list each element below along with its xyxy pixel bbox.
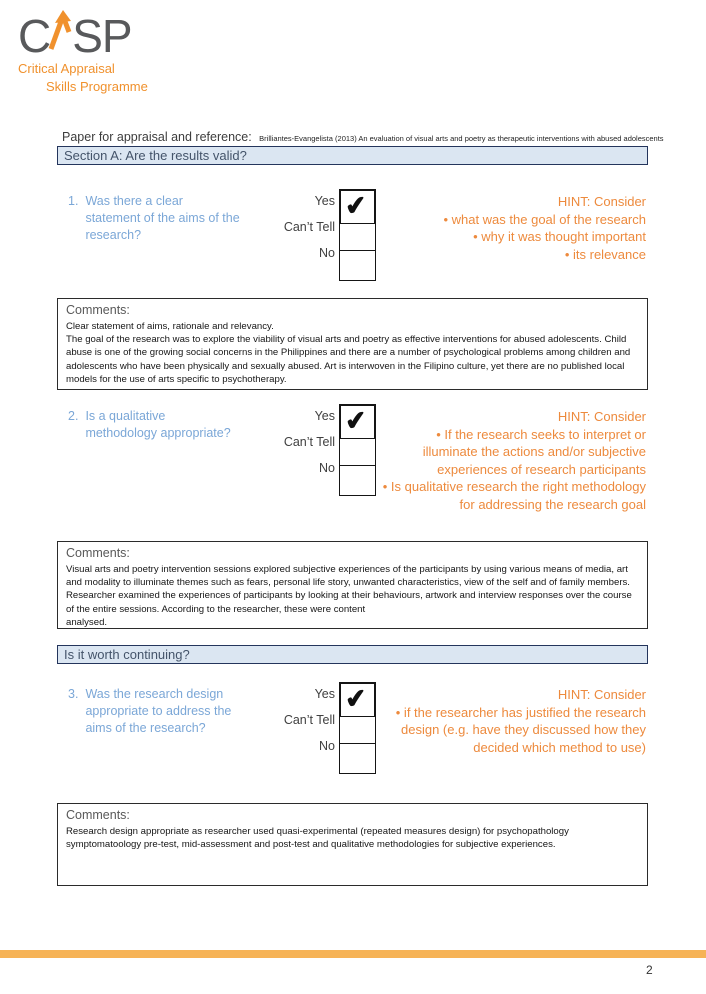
comments-label: Comments: — [66, 546, 130, 560]
question-3-checkbox-no[interactable] — [339, 743, 376, 774]
question-2-checkbox-cant-tell[interactable] — [339, 438, 376, 467]
question-3-comments-box[interactable] — [57, 803, 648, 886]
question-3-checkbox-cant-tell[interactable] — [339, 716, 376, 745]
question-3 — [57, 682, 648, 782]
question-2-checkbox-no[interactable] — [339, 465, 376, 496]
comment-text: analysed. — [66, 616, 108, 628]
checkmark-icon: ✔ — [343, 189, 369, 222]
question-2-checkbox-yes[interactable] — [339, 404, 376, 440]
question-2-number: 2. — [68, 409, 79, 423]
hint-title: HINT: Consider — [557, 687, 646, 702]
question-1-checkbox-yes[interactable] — [339, 189, 376, 225]
question-1-label-yes: Yes — [314, 194, 335, 208]
paper-reference: Brilliantes-Evangelista (2013) An evaluation of visual arts and poetry as therapeutic interventions with abused adolescents — [259, 134, 664, 143]
question-1-checkbox-cant-tell[interactable] — [339, 223, 376, 252]
logo-arrow-icon — [48, 10, 74, 57]
logo-tagline-line2: Skills Programme — [46, 78, 148, 94]
question-1-text: Was there a clear statement of the aims of the research? — [85, 194, 240, 242]
question-3-label-yes: Yes — [314, 687, 335, 701]
question-2-text: Is a qualitative methodology appropriate? — [85, 409, 231, 440]
section-b-header: Is it worth continuing? — [57, 645, 648, 664]
question-1-comments-box[interactable] — [57, 298, 648, 390]
question-1 — [57, 189, 648, 289]
page-number: 2 — [646, 963, 653, 977]
comment-text: Clear statement of aims, rationale and relevancy. — [66, 321, 274, 332]
paper-label: Paper for appraisal and reference: — [62, 130, 252, 144]
question-2-label-cant-tell: Can’t Tell — [283, 435, 335, 449]
question-1-label-no: No — [319, 246, 335, 260]
hint-title: HINT: Consider — [557, 409, 646, 424]
logo-letters-sp: SP — [72, 10, 132, 62]
question-2-label-yes: Yes — [314, 409, 335, 423]
logo-tagline-line1: Critical Appraisal — [18, 61, 115, 76]
hint-item: • its relevance — [564, 246, 646, 262]
checkmark-icon: ✔ — [343, 682, 369, 715]
logo-letter-c: C — [18, 10, 51, 62]
question-3-hint — [378, 686, 646, 756]
hint-item: • Is qualitative research the right methodology for addressing the research goal — [382, 479, 646, 512]
comments-label: Comments: — [66, 808, 130, 822]
question-3-label-no: No — [319, 739, 335, 753]
comment-text: Research design appropriate as researcher used quasi-experimental (repeated measures design) for psychopathology symptomatoology pre-test, mid-assessment and post-test and qualitative methodologies for subjective experiences. — [66, 826, 569, 851]
hint-item: • what was the goal of the research — [443, 211, 646, 227]
question-3-label-cant-tell: Can’t Tell — [283, 713, 335, 727]
comment-text: Visual arts and poetry intervention sessions explored subjective experiences of the participants by using various means of media, art and modality to illuminate themes such as fears, personal life story, unwanted characteristics, view of the self and of family members. Researcher examined the experiences of participants by looking at their behaviours, artwork and interview responses over the course of the entire sessions. According to the researcher, these were content — [66, 564, 632, 615]
hint-item: • if the researcher has justified the research design (e.g. have they discussed how they decided which method to use) — [395, 704, 646, 755]
comments-label: Comments: — [66, 303, 130, 317]
comment-text: The goal of the research was to explore the viability of visual arts and poetry as effective interventions for abused adolescents. Child abuse is one of the growing social concerns in the Philippines and there are a number of psychological problems among children and adolescents who have been physically and sexually abused. Art is interwoven in the Filipino culture, yet there are no published local models for the use of arts specific to psychotherapy. — [66, 334, 631, 385]
casp-logo — [18, 10, 148, 94]
question-1-checkbox-no[interactable] — [339, 250, 376, 281]
question-2-label-no: No — [319, 461, 335, 475]
paper-reference-line — [62, 128, 702, 146]
question-1-label-cant-tell: Can’t Tell — [283, 220, 335, 234]
hint-item: • why it was thought important — [473, 229, 646, 245]
question-3-text: Was the research design appropriate to address the aims of the research? — [85, 687, 232, 735]
hint-item: • If the research seeks to interpret or illuminate the actions and/or subjective experiences of research participants — [422, 426, 646, 477]
question-2-comments-box[interactable] — [57, 541, 648, 629]
question-3-checkbox-yes[interactable] — [339, 682, 376, 718]
question-1-hint — [378, 193, 646, 263]
question-3-number: 3. — [68, 687, 79, 701]
footer-accent-bar — [0, 950, 706, 958]
checkmark-icon: ✔ — [343, 404, 369, 437]
question-2 — [57, 404, 648, 512]
question-1-number: 1. — [68, 194, 79, 208]
section-a-header: Section A: Are the results valid? — [57, 146, 648, 165]
hint-title: HINT: Consider — [557, 194, 646, 209]
question-2-hint — [378, 408, 646, 513]
